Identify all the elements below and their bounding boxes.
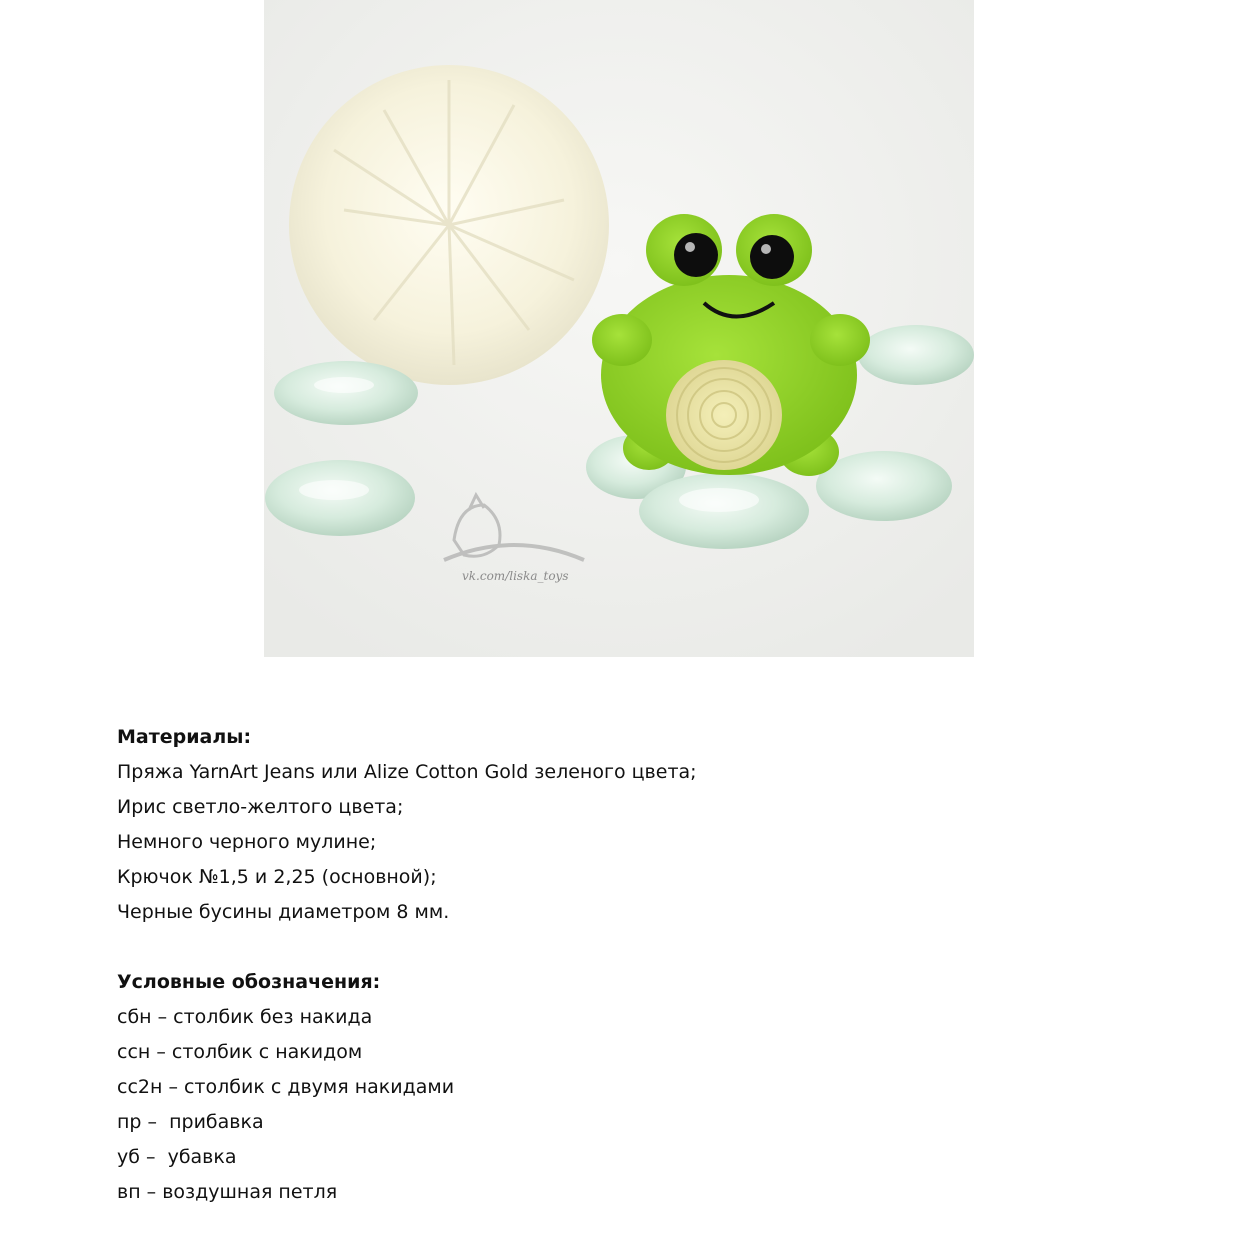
materials-section bbox=[117, 720, 1117, 930]
legend-heading: Условные обозначения: bbox=[117, 971, 381, 993]
materials-item: Ирис светло-желтого цвета; bbox=[117, 796, 404, 818]
legend-item: пр – прибавка bbox=[117, 1111, 264, 1133]
frog-eye-left bbox=[674, 233, 718, 277]
legend-item: сбн – столбик без накида bbox=[117, 1006, 373, 1028]
materials-item: Черные бусины диаметром 8 мм. bbox=[117, 901, 450, 923]
materials-item: Крючок №1,5 и 2,25 (основной); bbox=[117, 866, 437, 888]
materials-item: Немного черного мулине; bbox=[117, 831, 377, 853]
frog-eye-right bbox=[750, 235, 794, 279]
materials-item: Пряжа YarnArt Jeans или Alize Cotton Gold зеленого цвета; bbox=[117, 761, 697, 783]
legend-item: сс2н – столбик с двумя накидами bbox=[117, 1076, 455, 1098]
photo-illustration bbox=[264, 0, 974, 657]
watermark-text: vk.com/liska_toys bbox=[462, 569, 569, 583]
legend-item: ссн – столбик с накидом bbox=[117, 1041, 363, 1063]
materials-heading: Материалы: bbox=[117, 726, 252, 748]
frog-toy-photo bbox=[264, 0, 974, 657]
legend-item: вп – воздушная петля bbox=[117, 1181, 338, 1203]
chrysanthemum-flower bbox=[289, 65, 609, 385]
legend-section bbox=[117, 965, 1117, 1210]
frog-belly bbox=[666, 360, 782, 470]
legend-item: уб – убавка bbox=[117, 1146, 237, 1168]
